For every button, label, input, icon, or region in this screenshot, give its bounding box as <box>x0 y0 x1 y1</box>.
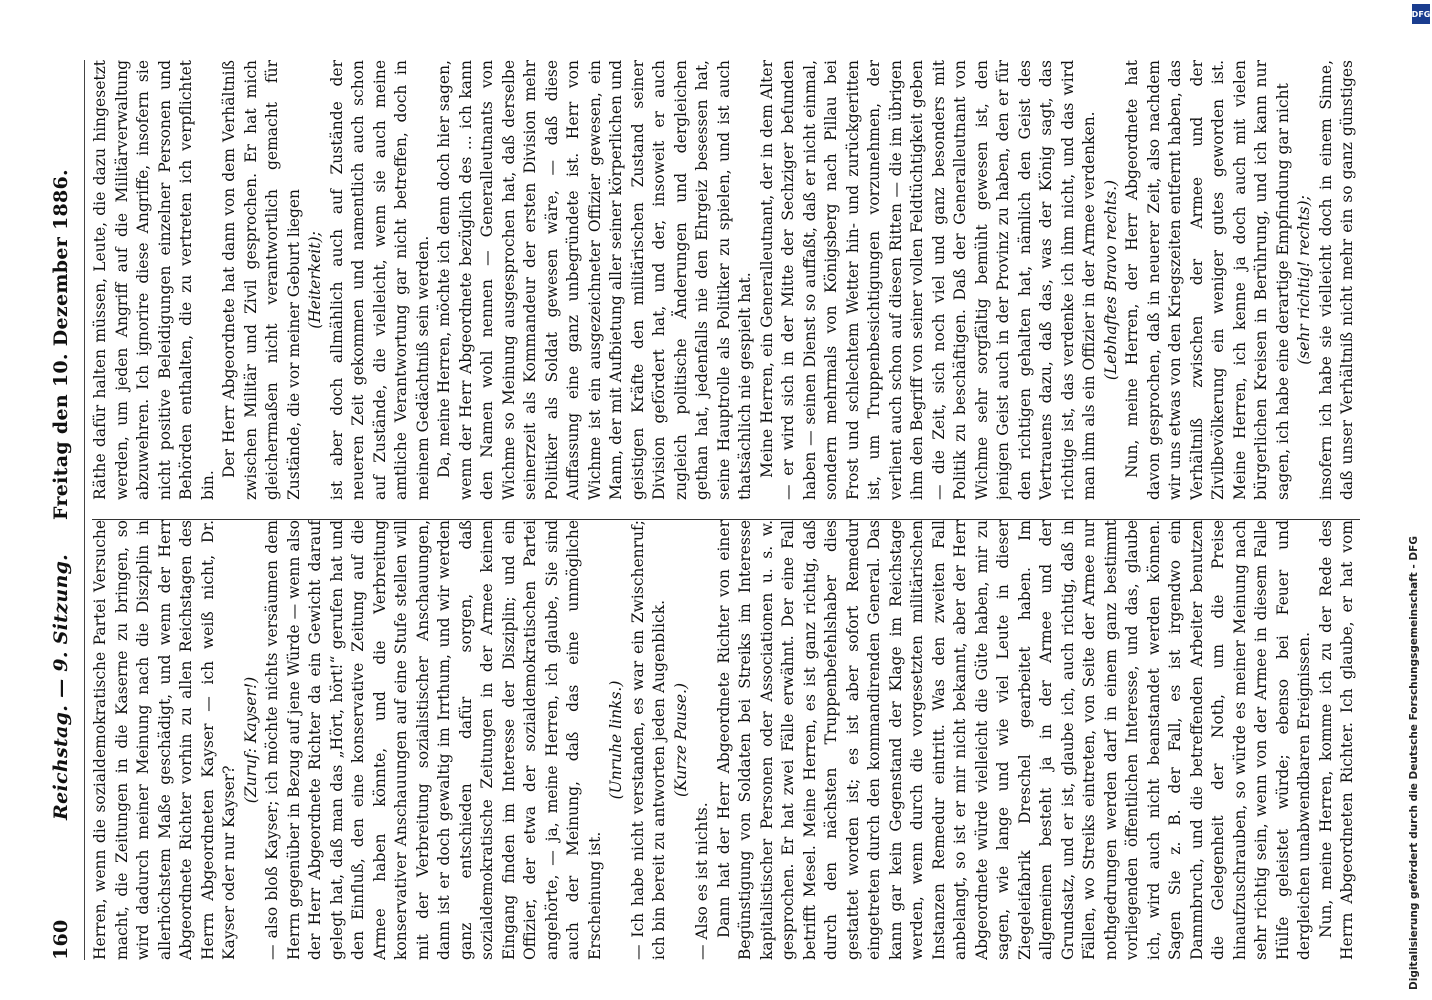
paragraph: Räthe dafür halten müssen, Leute, die dazu hingesetzt werden, um jeden Angriff auf die Militärverwaltung abzuwehren. Ich ignorire diese Angriffe, insofern sie nicht positive Beleidigungen einzelner Personen und Behörden enthalten, die zu vertreten ich verpflichtet bin. <box>91 60 217 500</box>
left-column <box>90 520 1360 960</box>
paragraph: — also bloß Kayser; ich möchte nichts versäumen dem Herrn gegenüber in Bezug auf jene Würde — wenn also der Herr Abgeordnete Richter da ein Gewicht darauf gelegt hat, daß man das „Hört, hört!“ gerufen hat und den Einfluß, den eine konservative Zeitung auf die Armee haben könnte, und die Verbreitung konservativer Anschauungen auf eine Stufe stellen will mit der Verbreitung sozialistischer Anschauungen, dann ist er doch gewaltig im Irrthum, und wir werden ganz entschieden dafür sorgen, daß sozialdemokratische Zeitungen in der Armee keinen Eingang finden im Interesse der Disziplin; und ein Offizier, der etwa der sozialdemokratischen Partei angehörte, — ja, meine Herren, ich glaube, Sie sind auch der Meinung, daß das eine unmögliche Erscheinung ist. <box>263 520 604 960</box>
paragraph: — Ich habe nicht verstanden, es war ein Zwischenruf; ich bin bereit zu antworten jeden Augenblick. <box>628 520 668 960</box>
paragraph: Nun, meine Herren, komme ich zu der Rede des Herrn Abgeordneten Richter. Ich glaube, er hat vom <box>1316 520 1356 960</box>
interjection: (Zuruf: Kayser!) <box>241 676 260 804</box>
date-title: Freitag den 10. Dezember 1886. <box>50 169 72 520</box>
interjection: (sehr richtig! rechts); <box>1295 195 1313 365</box>
interjection: (Unruhe links.) <box>607 680 625 800</box>
page-header <box>50 60 78 960</box>
interjection: (Kurze Pause.) <box>671 683 690 798</box>
dfg-logo: DFG <box>1412 4 1430 24</box>
right-column <box>90 60 1360 500</box>
paragraph: — Also es ist nichts. <box>693 802 711 960</box>
column-divider <box>92 519 1360 520</box>
interjection: (Heiterkeit); <box>306 231 324 329</box>
interjection: (Lebhaftes Bravo rechts.) <box>1101 179 1120 381</box>
paragraph: Dann hat der Herr Abgeordnete Richter von einer Begünstigung von Soldaten bei Streiks im Interesse kapitalistischer Personen oder Associationen u. s. w. gesprochen. Er hat zwei Fälle erwähnt. Der eine Fall betrifft Mesel. Meine Herren, es ist ganz richtig, daß durch den nächsten Truppenbefehlshaber dies gestattet worden ist; es ist aber sofort Remedur eingetreten durch den kommandirenden General. Das kann gar kein Gegenstand der Klage im Reichstage werden, wenn durch die vorgesetzten militärischen Instanzen Remedur eintritt. Was den zweiten Fall anbelangt, so ist er mir nicht bekannt, aber der Herr Abgeordnete würde vielleicht die Güte haben, mir zu sagen, wie lange und wie viel Leute in dieser Ziegeleifabrik Dreschel gearbeitet haben. Im allgemeinen besteht ja in der Armee und der Grundsatz, und er ist, glaube ich, auch richtig, daß in Fällen, wo Streiks eintreten, von Seite der Armee nur nothgedrungen werden darf in einem ganz bestimmt vorliegenden öffentlichen Interesse, und das, glaube ich, wird auch nicht beanstandet werden können. Sagen Sie z. B. der Fall, es ist irgendwo ein Dammbruch, und die betreffenden Arbeiter benutzen die Gelegenheit der Noth, um die Preise hinaufzuschrauben, so würde es meiner Meinung nach sehr richtig sein, wenn von der Armee in diesem Falle Hülfe geleistet würde; ebenso bei Feuer und dergleichen unabwendbaren Ereignissen. <box>714 520 1313 960</box>
funding-notice: Digitalisierung gefördert durch die Deutsche Forschungsgemeinschaft - DFG <box>1408 536 1420 990</box>
paragraph: Der Herr Abgeordnete hat dann von dem Verhältniß zwischen Militär und Zivil gesprochen. Er hat mich gleichermaßen nicht verantwortlich gemacht für Zustände, die vor meiner Geburt liegen <box>220 60 303 500</box>
paragraph: insofern ich habe sie vielleicht doch in einem Sinne, daß unser Verhältniß nicht mehr ein so ganz günstiges <box>1316 60 1356 500</box>
page-number: 160 <box>50 919 72 960</box>
paragraph: Herren, wenn die sozialdemokratische Partei Versuche macht, die Zeitungen in die Kaserne zu bringen, so wird dadurch meiner Meinung nach die Disziplin in allerhöchstem Maße geschädigt, und wenn der Herr Abgeordnete Richter vorhin zu allen Reichstagen des Herrn Abgeordneten Kayser — ich weiß nicht, Dr. Kayser oder nur Kayser? <box>91 520 238 960</box>
paragraph: Da, meine Herren, möchte ich denn doch hier sagen, wenn der Herr Abgeordnete bezüglich des ... ich kann den Namen wohl nennen — Generalleutnants von Wichme so Meinung ausgesprochen hat, daß derselbe seinerzeit als Kommandeur der ersten Division mehr Politiker als Soldat gewesen wäre, — daß diese Auffassung eine ganz unbegründete ist. Herr von Wichme ist ein ausgezeichneter Offizier gewesen, ein Mann, der mit Aufbietung aller seiner körperlichen und geistigen Kräfte den militärischen Zustand seiner Division gefördert hat, und der, insoweit er auch zugleich politische Änderungen und dergleichen gethan hat, jedenfalls nie den Ehrgeiz besessen hat, seine Hauptrolle als Politiker zu spielen, und ist auch thatsächlich nie gespielt hat. <box>435 60 754 500</box>
paragraph: Meine Herren, ein Generalleutnant, der in dem Alter — er wird sich in der Mitte der Sechziger befunden haben — seinen Dienst so auffaßt, daß er nicht einmal, sondern mehrmals von Königsberg nach Pillau bei Frost und schlechtem Wetter hin- und zurückgeritten ist, um Truppenbesichtigungen vorzunehmen, der verlient auch schon auf diesen Ritten — die im übrigen ihm den Begriff von seiner vollen Feldtüchtigkeit geben — die Zeit, sich noch viel und ganz besonders mit Politik zu beschäftigen. Daß der Generalleutnant von Wichme sehr sorgfältig bemüht gewesen ist, den jenigen Geist auch in der Provinz zu haben, den er für den richtigen gehalten hat, nämlich den Geist des Vertrauens dazu, daß das, was der König sagt, das richtige ist, das verdenke ich ihm nicht, und das wird man ihm als ein Offizier in der Armee verdenken. <box>757 60 1098 500</box>
paragraph: Nun, meine Herren, der Herr Abgeordnete hat davon gesprochen, daß in neuerer Zeit, also nachdem wir uns etwas von den Kriegszeiten entfernt haben, das Verhältniß zwischen der Armee und der Zivilbevölkerung ein weniger gutes geworden ist. Meine Herren, ich kenne ja doch auch mit vielen bürgerlichen Kreisen in Berührung, und ich kann nur sagen, ich habe eine derartige Empfindung gar nicht <box>1123 60 1292 500</box>
session-title: Reichstag. — 9. Sitzung. <box>50 553 72 820</box>
footer-strip <box>1390 0 1432 1000</box>
header-rule <box>84 60 85 960</box>
paragraph: ist aber doch allmählich auch auf Zustände der neueren Zeit gekommen und namentlich auch schon auf Zustände, die vielleicht, wenn sie auch meine amtliche Verantwortung gar nicht betreffen, doch in meinem Gedächtniß sein werden. <box>327 60 432 500</box>
